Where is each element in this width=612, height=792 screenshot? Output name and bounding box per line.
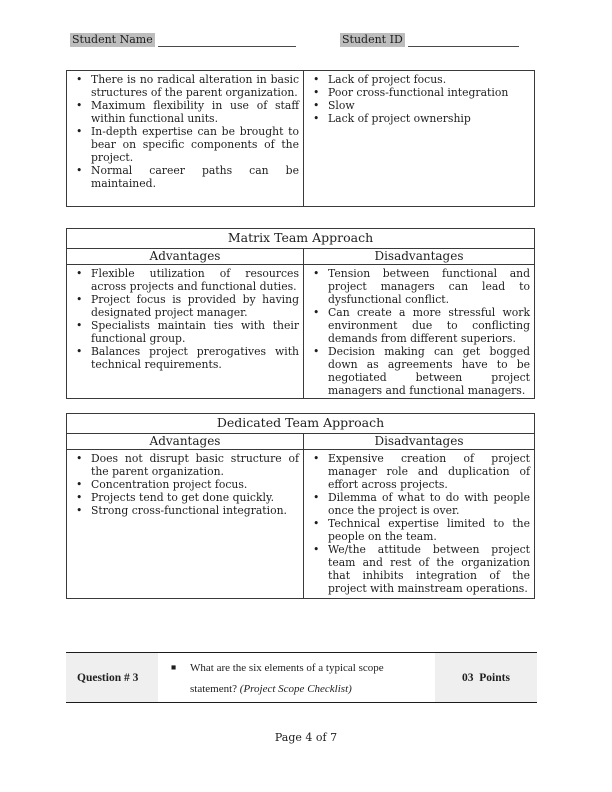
bullet-item: • Lack of project ownership — [304, 112, 530, 125]
advantages-header: Advantages — [67, 434, 304, 449]
disadvantages-header: Disadvantages — [374, 249, 464, 263]
bullet-item: • Can create a more stressful work environment due to conflicting demands from different superiors. — [304, 306, 530, 345]
advantages-cell — [67, 450, 304, 598]
bullet-item: • We/the attitude between project team and rest of the organization that inhibits integration of the project with mainstream operations. — [304, 543, 530, 595]
student-name-label: Student Name — [72, 33, 153, 46]
table-header-row — [67, 249, 534, 265]
student-id-blank-line — [408, 33, 519, 47]
student-id-label: Student ID — [342, 33, 403, 46]
bullet-item: • Does not disrupt basic structure of the parent organization. — [67, 452, 299, 478]
question-text-main: What are the six elements of a typical scope statement? — [190, 662, 384, 695]
advantages-list — [67, 73, 299, 190]
disadvantages-list — [304, 267, 530, 397]
disadvantages-header: Disadvantages — [374, 434, 464, 448]
question-text-reference: (Project Scope Checklist) — [239, 683, 352, 695]
functional-team-table-continued — [66, 70, 535, 207]
student-name-field — [70, 31, 296, 47]
bullet-item: • Flexible utilization of resources across projects and functional duties. — [67, 267, 299, 293]
bullet-item: • Strong cross-functional integration. — [67, 504, 299, 517]
table-title: Dedicated Team Approach — [67, 414, 534, 434]
advantages-cell — [67, 265, 304, 398]
advantages-list — [67, 267, 299, 371]
dedicated-team-table — [66, 413, 535, 599]
disadvantages-cell — [304, 265, 534, 398]
question-text — [158, 653, 435, 702]
bullet-item: • In-depth expertise can be brought to bear on specific components of the project. — [67, 125, 299, 164]
bullet-item: • Technical expertise limited to the people on the team. — [304, 517, 530, 543]
disadvantages-list — [304, 73, 530, 125]
bullet-item: • Specialists maintain ties with their functional group. — [67, 319, 299, 345]
page-number: Page 4 of 7 — [274, 731, 338, 744]
bullet-item: • Lack of project focus. — [304, 73, 530, 86]
table-title: Matrix Team Approach — [67, 229, 534, 249]
bullet-item: • Projects tend to get done quickly. — [67, 491, 299, 504]
disadvantages-cell — [304, 71, 534, 206]
bullet-item: • Balances project prerogatives with technical requirements. — [67, 345, 299, 371]
bullet-item: • Poor cross-functional integration — [304, 86, 530, 99]
disadvantages-cell — [304, 450, 534, 598]
bullet-item: • There is no radical alteration in basic structures of the parent organization. — [67, 73, 299, 99]
matrix-team-table — [66, 228, 535, 399]
bullet-item: • Expensive creation of project manager role and duplication of effort across projects. — [304, 452, 530, 491]
bullet-item: • Maximum flexibility in use of staff within functional units. — [67, 99, 299, 125]
advantages-list — [67, 452, 299, 517]
question-row — [66, 652, 537, 703]
student-name-blank-line — [158, 33, 296, 47]
bullet-item: • Slow — [304, 99, 530, 112]
bullet-item: • Normal career paths can be maintained. — [67, 164, 299, 190]
bullet-item: • Dilemma of what to do with people once the project is over. — [304, 491, 530, 517]
bullet-item: • Project focus is provided by having designated project manager. — [67, 293, 299, 319]
question-points: 03 Points — [435, 653, 537, 702]
bullet-item: • Concentration project focus. — [67, 478, 299, 491]
bullet-item: • Tension between functional and project managers can lead to dysfunctional conflict. — [304, 267, 530, 306]
square-bullet-icon: ■ — [171, 662, 177, 672]
table-header-row — [67, 434, 534, 450]
bullet-item: • Decision making can get bogged down as agreements have to be negotiated between project managers and functional managers. — [304, 345, 530, 397]
student-id-field — [340, 31, 519, 47]
advantages-header: Advantages — [67, 249, 304, 264]
question-label: Question # 3 — [66, 653, 158, 702]
disadvantages-list — [304, 452, 530, 595]
advantages-cell — [67, 71, 304, 206]
